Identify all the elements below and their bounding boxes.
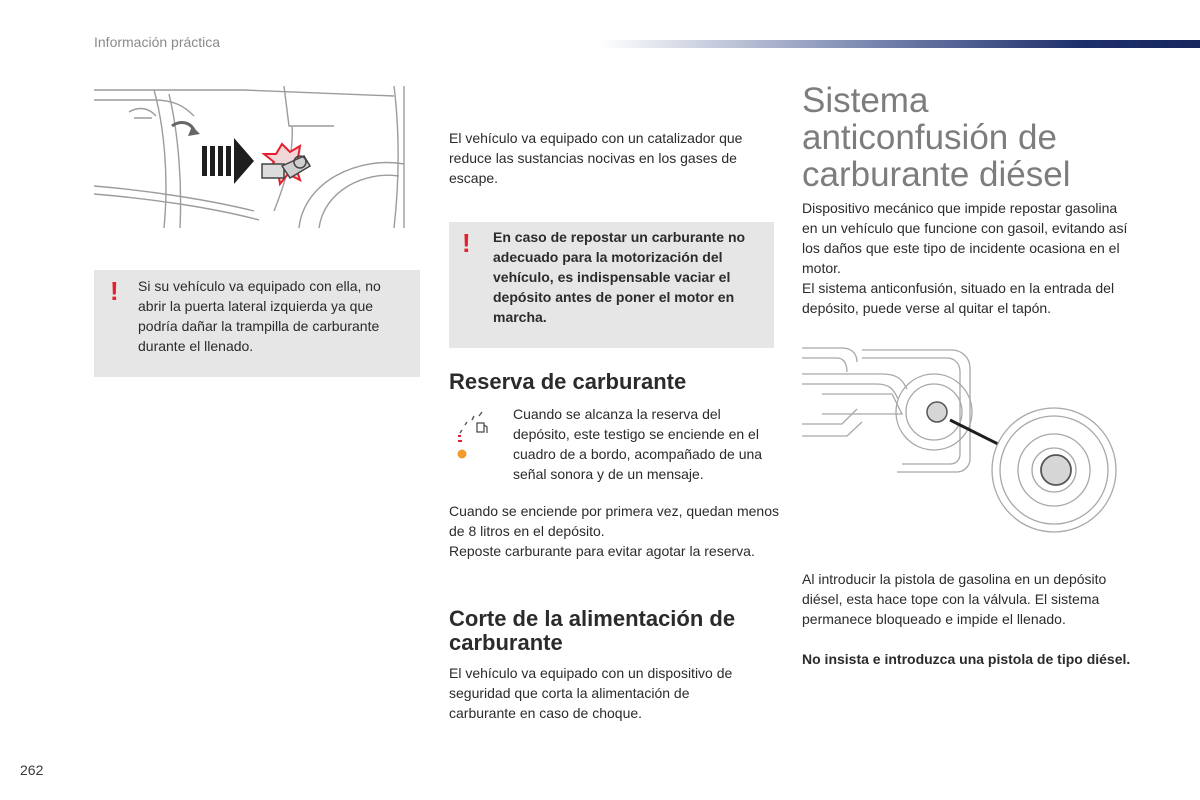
catalyst-intro-text: El vehículo va equipado con un catalizador que reduce las sustancias nocivas en los gases de escape.: [449, 130, 743, 186]
filler-neck-illustration: [802, 344, 1132, 536]
valve-block-text: Al introducir la pistola de gasolina en un depósito diésel, esta hace tope con la válvula. El sistema permanece bloqueado e impide el llenado.: [802, 571, 1107, 627]
page-number: 262: [20, 762, 44, 778]
reserve-indicator-text: Cuando se alcanza la reserva del depósito, este testigo se enciende en el cuadro de a bordo, acompañado de una señal sonora y de un mensaje.: [513, 406, 763, 482]
wrong-fuel-warning-box: [449, 222, 774, 348]
fuel-gauge-icon: [452, 406, 496, 462]
cutoff-heading: Corte de la alimentación de carburante: [449, 606, 736, 655]
door-warning-text: Si su vehículo va equipado con ella, no abrir la puerta lateral izquierda ya que podría dañar la trampilla de carburante durante el llenado.: [138, 278, 381, 354]
page-title: Sistema anticonfusión de carburante diésel: [802, 81, 1071, 194]
reserve-heading: Reserva de carburante: [449, 369, 687, 394]
reserve-paragraph-line2: Reposte carburante para evitar agotar la reserva.: [449, 543, 755, 559]
section-title: Información práctica: [94, 34, 221, 50]
header-gradient-bar: [600, 40, 1200, 48]
use-diesel-nozzle-text: No insista e introduzca una pistola de tipo diésel.: [802, 651, 1131, 667]
fuel-flap-door-illustration: [94, 86, 420, 228]
door-warning-box: [94, 270, 420, 377]
warning-exclamation-icon: !: [462, 228, 471, 258]
cutoff-text: El vehículo va equipado con un dispositivo de seguridad que corta la alimentación de carburante en caso de choque.: [449, 665, 733, 721]
misfuel-location-text: El sistema anticonfusión, situado en la entrada del depósito, puede verse al quitar el tapón.: [802, 280, 1115, 316]
misfuel-description-text: Dispositivo mecánico que impide repostar gasolina en un vehículo que funcione con gasoil, evitando así los daños que este tipo de incidente ocasiona en el motor.: [802, 200, 1128, 276]
warning-exclamation-icon: !: [110, 276, 119, 306]
wrong-fuel-warning-text: En caso de repostar un carburante no adecuado para la motorización del vehículo, es indispensable vaciar el depósito antes de poner el motor en marcha.: [493, 229, 746, 325]
reserve-paragraph-line1: Cuando se enciende por primera vez, quedan menos de 8 litros en el depósito.: [449, 503, 779, 539]
